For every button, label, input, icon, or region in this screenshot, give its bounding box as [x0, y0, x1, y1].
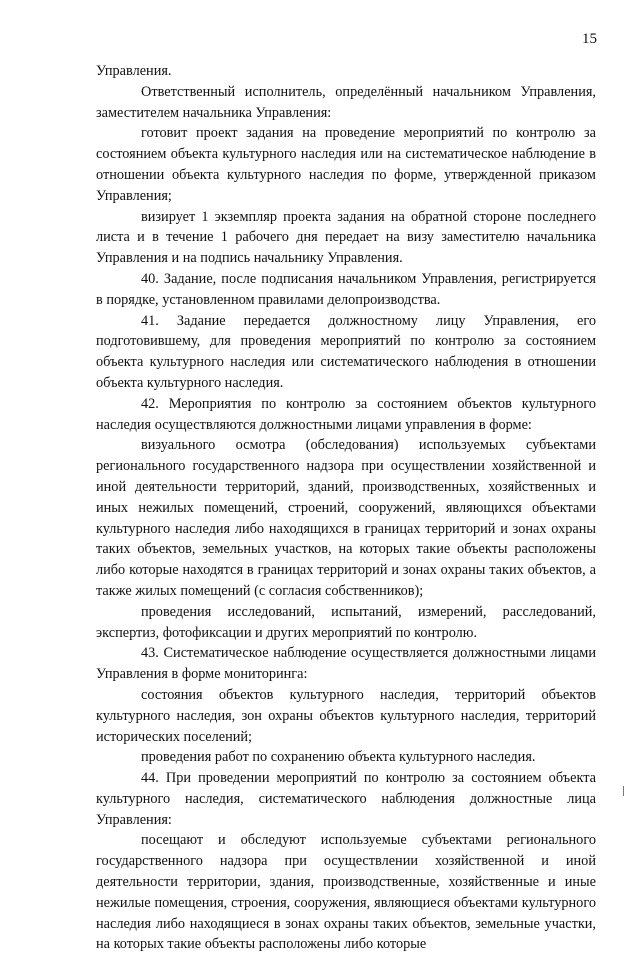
paragraph: готовит проект задания на проведение мероприятий по контролю за состоянием объекта культурного наследия или на систематическое наблюдение в отношении объекта культурного наследия по форме, утвержденной приказом Управления;	[96, 125, 596, 204]
paragraph: 40. Задание, после подписания начальником Управления, регистрируется в порядке, установленном правилами делопроизводства.	[96, 270, 596, 308]
paragraph: проведения исследований, испытаний, измерений, расследований, экспертиз, фотофиксации и других мероприятий по контролю.	[96, 603, 596, 641]
paragraph: 44. При проведении мероприятий по контролю за состоянием объекта культурного наследия, систематического наблюдения должностные лица Управления:	[96, 770, 596, 828]
paragraph: посещают и обследуют используемые субъектами регионального государственного надзора при осуществлении хозяйственной и иной деятельности территории, здания, производственные, хозяйственные и иные нежилые помещения, строения, сооружения, являющиеся объектами культурного наследия либо находящиеся в зонах охраны таких объектов, земельные участки, на которых такие объекты расположены либо которые	[96, 832, 596, 953]
paragraph: состояния объектов культурного наследия, территорий объектов культурного наследия, зон охраны объектов культурного наследия, территорий исторических поселений;	[96, 686, 596, 745]
page-number: 15	[582, 31, 597, 47]
paragraph: визуального осмотра (обследования) используемых субъектами регионального государственного надзора при осуществлении хозяйственной и иной деятельности территорий, зданий, производственных, хозяйственных и иных нежилых помещений, строений, сооружений, являющихся объектами культурного наследия либо находящихся в границах территорий и зонах охраны таких объектов, земельных участков, на которых такие объекты расположены либо которые находятся в границах территорий и зонах охраны таких объектов, а также жилых помещений (с согласия собственников);	[96, 437, 596, 599]
paragraph: 42. Мероприятия по контролю за состоянием объектов культурного наследия осуществляются должностными лицами управления в форме:	[96, 395, 596, 433]
paragraph: проведения работ по сохранению объекта культурного наследия.	[141, 749, 536, 766]
document-body	[96, 61, 596, 955]
paragraph: 41. Задание передается должностному лицу Управления, его подготовившему, для проведения мероприятий по контролю за состоянием объекта культурного наследия или систематического наблюдения в отношении объекта культурного наследия.	[96, 312, 596, 391]
paragraph: Ответственный исполнитель, определённый начальником Управления, заместителем начальника Управления:	[96, 83, 596, 121]
paragraph: визирует 1 экземпляр проекта задания на обратной стороне последнего листа и в течение 1 рабочего дня передает на визу заместителю начальника Управления и на подпись начальнику Управления.	[96, 208, 596, 267]
paragraph: Управления.	[96, 63, 172, 79]
scan-edge-mark	[623, 786, 624, 796]
paragraph: 43. Систематическое наблюдение осуществляется должностными лицами Управления в форме мониторинга:	[96, 645, 596, 683]
